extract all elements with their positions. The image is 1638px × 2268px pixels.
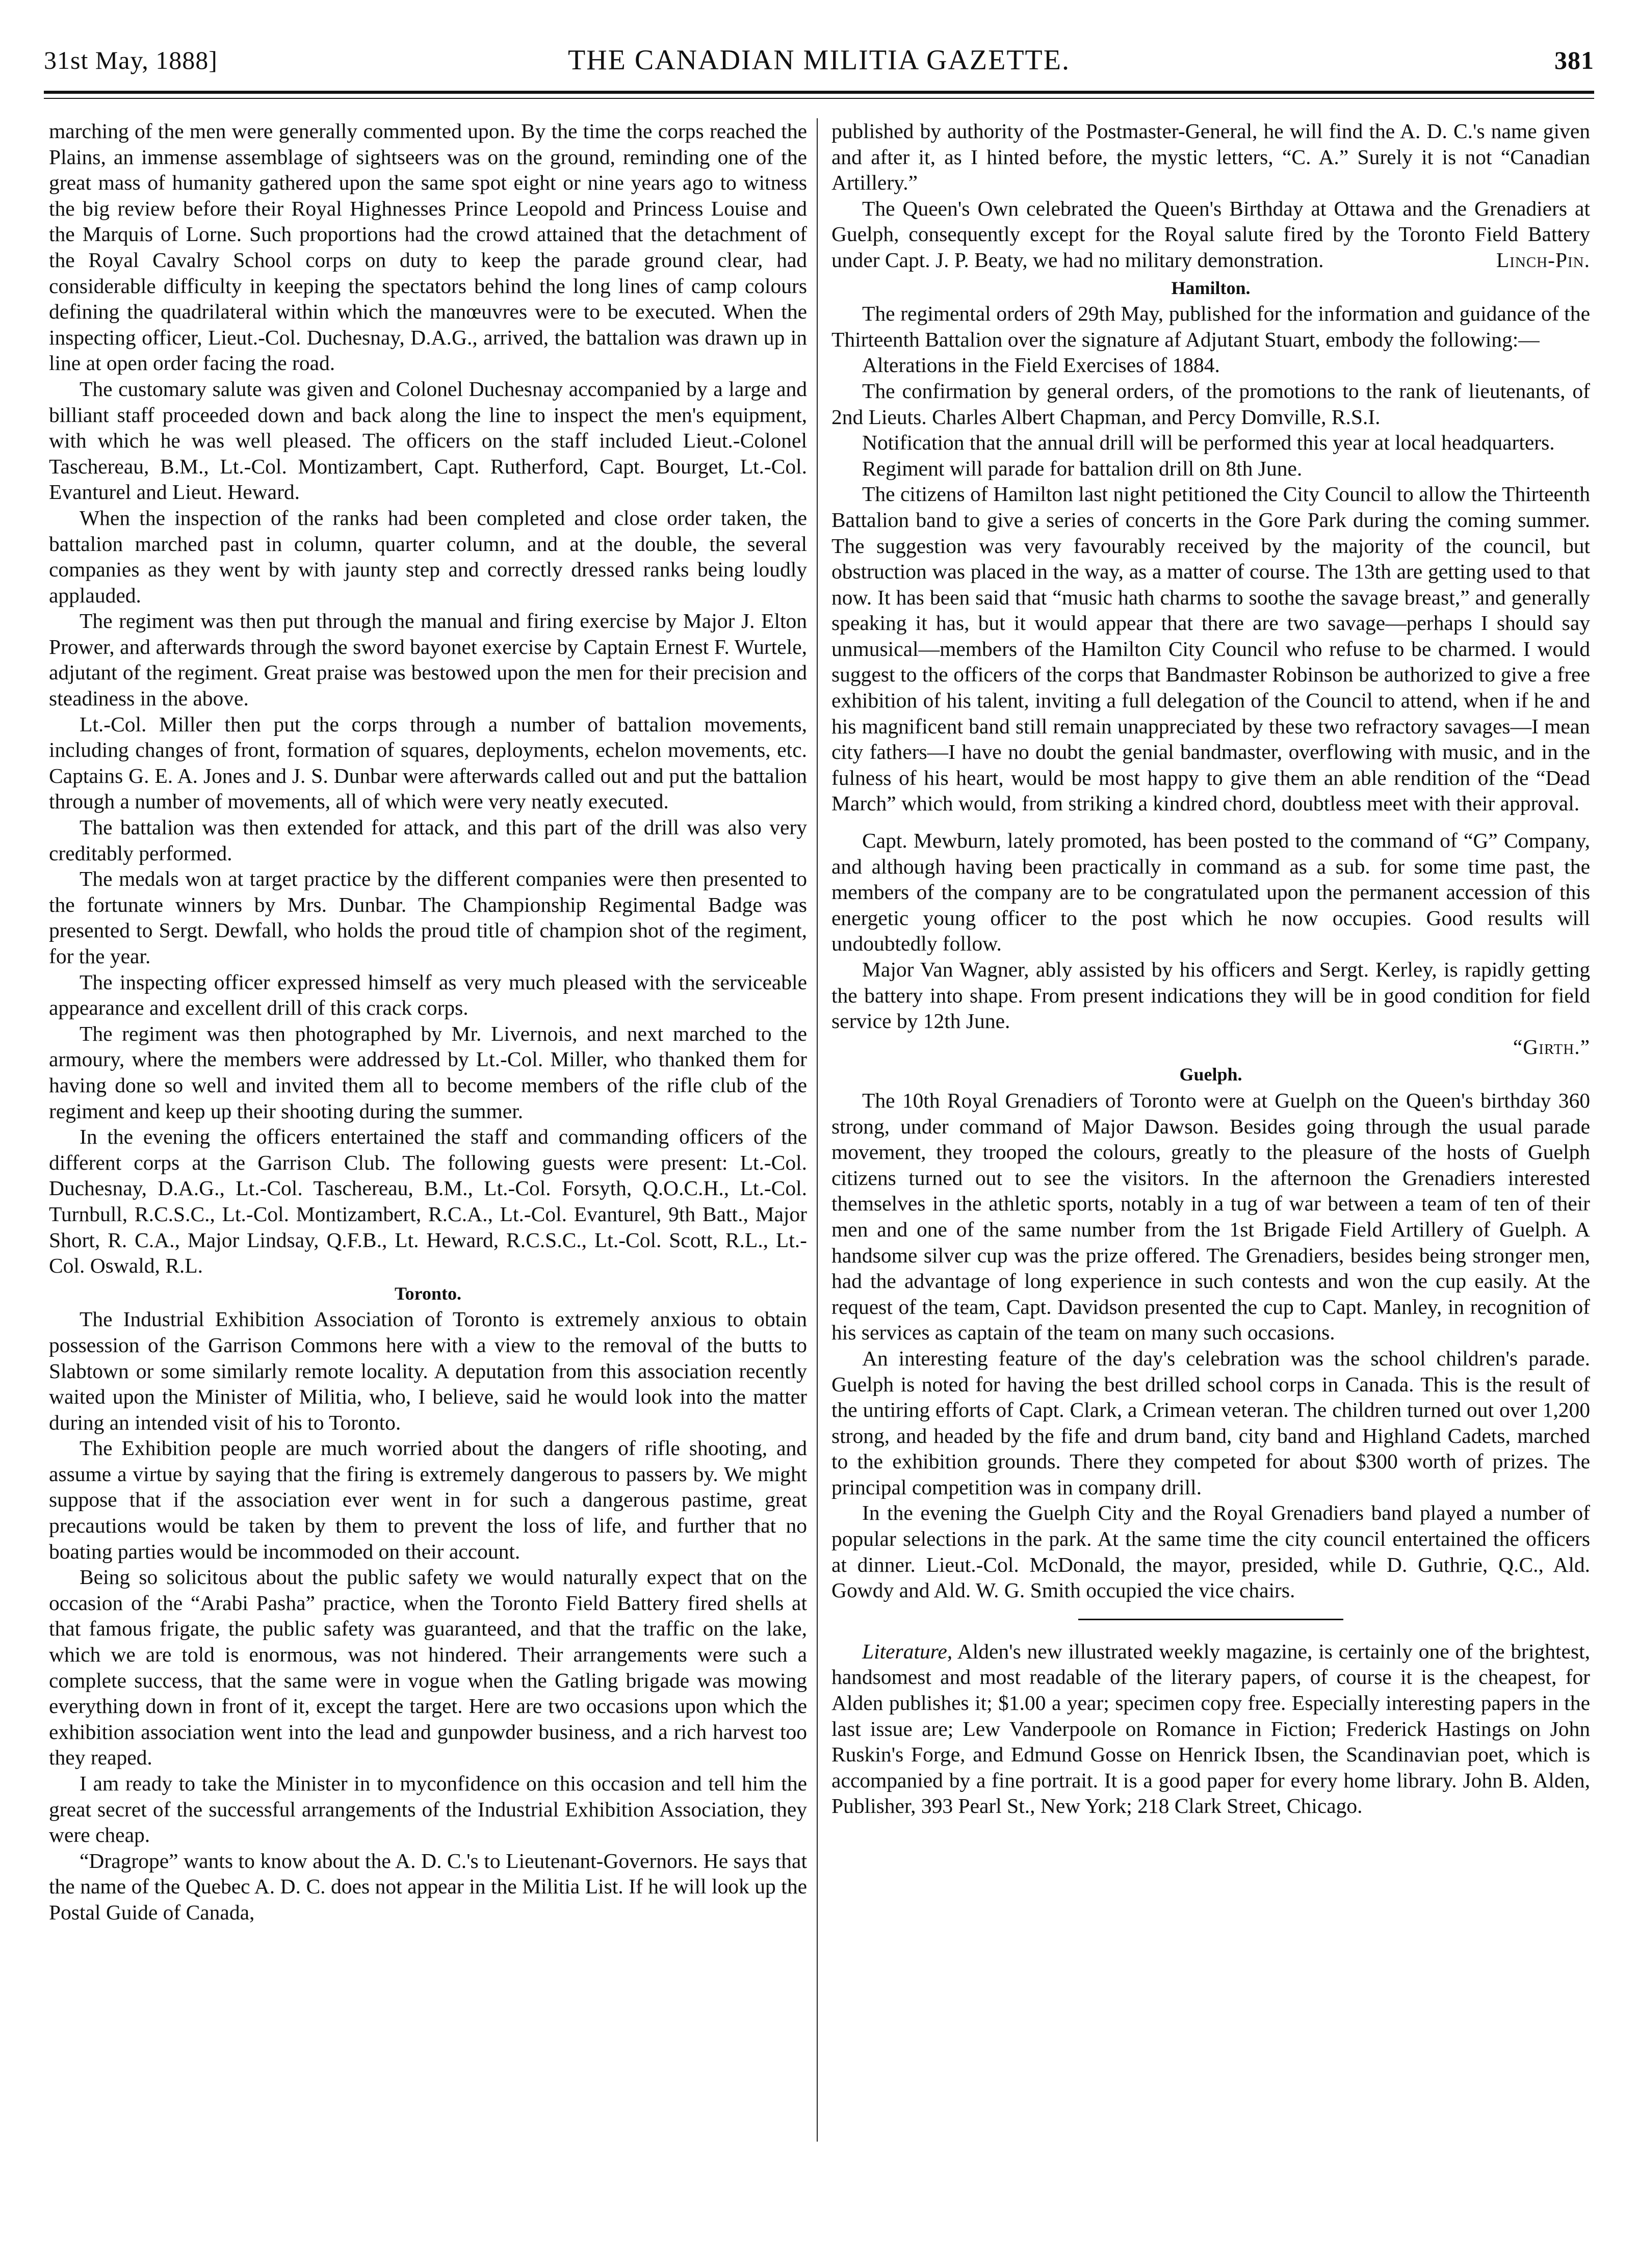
section-separator [1078, 1619, 1343, 1620]
paragraph: Lt.-Col. Miller then put the corps through a number of battalion movements, including changes of front, formation of squares, deployments, echelon movements, etc. Captains G. E. A. Jones and J. S. Dunbar were afterwards called out and put the battalion through a number of movements, all of which were very neatly executed. [49, 712, 807, 813]
section-heading-toronto: Toronto. [394, 1283, 462, 1304]
paragraph: The citizens of Hamilton last night petitioned the City Council to allow the Thirteenth Battalion band to give a series of concerts in the Gore Park during the coming summer. The suggestion was very favourably received by the majority of the council, but obstruction was placed in the way, as a matter of course. The 13th are getting used to that now. It has been said that “music hath charms to soothe the savage breast,” and generally speaking it has, but it would appear that there are two savage—perhaps I should say unmusical—members of the Hamilton City Council who refuse to be charmed. I would suggest to the officers of the corps that Bandmaster Robinson be authorized to give a free exhibition of his talent, inviting a full delegation of the Council to attend, when if he and his magnificent band still remain unappreciated by these two refractory savages—I mean city fathers—I have no doubt the genial bandmaster, overflowing with music, and in the fulness of his heart, would be most happy to give them an able rendition of the “Dead March” which would, from striking a kindred chord, doubtless meet with their approval. [831, 482, 1590, 815]
paragraph: The Exhibition people are much worried about the dangers of rifle shooting, and assume a virtue by saying that the firing is extremely dangerous to passers by. We might suppose that if the association ever went in for such a dangerous pastime, great precautions would be taken by them to prevent the loss of life, and further that no boating parties would be incommoded on their account. [49, 1436, 807, 1563]
paragraph: The Industrial Exhibition Association of Toronto is extremely anxious to obtain possession of the Garrison Commons here with a view to the removal of the butts to Slabtown or some similarly remote locality. A deputation from this association recently waited upon the Minister of Militia, who, I believe, said he would look into the matter during an intended visit of his to Toronto. [49, 1307, 807, 1434]
paragraph [831, 196, 1590, 273]
section-heading-hamilton: Hamilton. [1171, 277, 1251, 298]
right-column [831, 118, 1590, 1819]
running-head [44, 40, 1594, 81]
paragraph: The customary salute was given and Colonel Duchesnay accompanied by a large and billiant staff proceeded down and back along the line to inspect the men's equipment, with which he was well pleased. The officers on the staff included Lieut.-Colonel Taschereau, B.M., Lt.-Col. Montizambert, Capt. Rutherford, Capt. Bourget, Lt.-Col. Evanturel and Lieut. Heward. [49, 377, 807, 504]
paragraph: The battalion was then extended for attack, and this part of the drill was also very creditably performed. [49, 815, 807, 865]
paragraph: Major Van Wagner, ably assisted by his officers and Sergt. Kerley, is rapidly getting the battery into shape. From present indications they will be in good condition for field service by 12th June. [831, 958, 1590, 1033]
section-heading-guelph: Guelph. [1179, 1064, 1242, 1085]
signature-girth: “Girth.” [1513, 1035, 1590, 1059]
paragraph: Alterations in the Field Exercises of 1884. [862, 353, 1220, 377]
column-divider [817, 118, 818, 2142]
paragraph: The regimental orders of 29th May, published for the information and guidance of the Thirteenth Battalion over the signature af Adjutant Stuart, embody the following:— [831, 302, 1590, 351]
paragraph: The medals won at target practice by the different companies were then presented to the fortunate winners by Mrs. Dunbar. The Championship Regimental Badge was presented to Sergt. Dewfall, who holds the proud title of champion shot of the regiment, for the year. [49, 867, 807, 968]
paragraph: The regiment was then put through the manual and firing exercise by Major J. Elton Prower, and afterwards through the sword bayonet exercise by Captain Ernest F. Wurtele, adjutant of the regiment. Great praise was bestowed upon the men for their precision and steadiness in the above. [49, 609, 807, 710]
header-rule [44, 91, 1594, 94]
paragraph: marching of the men were generally commented upon. By the time the corps reached the Plains, an immense assemblage of sightseers was on the ground, reminding one of the great mass of humanity gathered upon the same spot eight or nine years ago to witness the big review before their Royal Highnesses Prince Leopold and Princess Louise and the Marquis of Lorne. Such proportions had the crowd attained that the detachment of the Royal Cavalry School corps on duty to keep the parade ground clear, had considerable difficulty in keeping the spectators behind the long lines of camp colours defining the quadrilateral within which the manœuvres were to be executed. When the inspecting officer, Lieut.-Col. Duchesnay, D.A.G., arrived, the battalion was drawn up in line at open order facing the road. [49, 119, 807, 375]
paragraph-text: The Queen's Own celebrated the Queen's Birthday at Ottawa and the Grenadiers at Guelph, consequently except for the Royal salute fired by the Toronto Field Battery under Capt. J. P. Beaty, we had no military demonstration. [831, 196, 1590, 272]
header-rule-thin [44, 98, 1594, 99]
literature-body: Alden's new illustrated weekly magazine, is certainly one of the brightest, handsomest and most readable of the literary papers, of course it is the cheapest, for Alden publishes it; $1.00 a year; specimen copy free. Especially interesting papers in the last issue are; Lew Vanderpoole on Romance in Fiction; Frederick Hastings on John Ruskin's Forge, and Edmund Gosse on Henrick Ibsen, the Scandinavian poet, which is accompanied by a fine portrait. It is a good paper for every home library. John B. Alden, Publisher, 393 Pearl St., New York; 218 Clark Street, Chicago. [831, 1639, 1590, 1818]
paragraph: Capt. Mewburn, lately promoted, has been posted to the command of “G” Company, and although having been practically in command as a sub. for some time past, the members of the company are to be congratulated upon the permanent accession of this energetic young officer to the post which he now occupies. Good results will undoubtedly follow. [831, 829, 1590, 956]
paragraph: Regiment will parade for battalion drill on 8th June. [862, 456, 1303, 480]
paragraph: The inspecting officer expressed himself as very much pleased with the serviceable appearance and excellent drill of this crack corps. [49, 970, 807, 1020]
paragraph: An interesting feature of the day's celebration was the school children's parade. Guelph is noted for having the best drilled school corps in Canada. This is the result of the untiring efforts of Capt. Clark, a Crimean veteran. The children turned out over 1,200 strong, and headed by the fife and drum band, city band and Highland Cadets, marched to the exhibition grounds. There they competed for about $300 worth of prizes. The principal competition was in company drill. [831, 1346, 1590, 1499]
literature-notice [831, 1639, 1590, 1819]
literature-title: Literature, [862, 1639, 953, 1663]
paragraph: The regiment was then photographed by Mr. Livernois, and next marched to the armoury, where the members were addressed by Lt.-Col. Miller, who thanked them for having done so well and invited them all to become members of the rifle club of the regiment and keep up their shooting during the summer. [49, 1021, 807, 1123]
left-column [49, 118, 807, 1926]
paragraph: When the inspection of the ranks had been completed and close order taken, the battalion marched past in column, quarter column, and at the double, the several companies as they went by with jaunty step and correctly dressed ranks being loudly applauded. [49, 506, 807, 607]
paragraph: Being so solicitous about the public safety we would naturally expect that on the occasion of the “Arabi Pasha” practice, when the Toronto Field Battery fired shells at that famous frigate, the public safety was guaranteed, and that the traffic on the lake, which we are told is enormous, was not hindered. Their arrangements were such a complete success, that the same were in vogue when the Gatling brigade was mowing everything down in front of it, except the target. Here are two occasions upon which the exhibition association went into the lead and gunpowder business, and a rich harvest too they reaped. [49, 1565, 807, 1770]
issue-date: 31st May, 1888] [44, 46, 218, 74]
paragraph: I am ready to take the Minister in to myconfidence on this occasion and tell him the great secret of the successful arrangements of the Industrial Exhibition Association, they were cheap. [49, 1772, 807, 1847]
page-number: 381 [1554, 46, 1594, 74]
paragraph: published by authority of the Postmaster-General, he will find the A. D. C.'s name given and after it, as I hinted before, the mystic letters, “C. A.” Surely it is not “Canadian Artillery.” [831, 119, 1590, 195]
paragraph: The confirmation by general orders, of the promotions to the rank of lieutenants, of 2nd Lieuts. Charles Albert Chapman, and Percy Domville, R.S.I. [831, 379, 1590, 429]
paragraph: In the evening the Guelph City and the Royal Grenadiers band played a number of popular selections in the park. At the same time the city council entertained the officers at dinner. Lieut.-Col. McDonald, the mayor, presided, while D. Guthrie, Q.C., Ald. Gowdy and Ald. W. G. Smith occupied the vice chairs. [831, 1501, 1590, 1602]
paragraph: In the evening the officers entertained the staff and commanding officers of the different corps at the Garrison Club. The following guests were present: Lt.-Col. Duchesnay, D.A.G., Lt.-Col. Taschereau, B.M., Lt.-Col. Forsyth, Q.O.C.H., Lt.-Col. Turnbull, R.C.S.C., Lt.-Col. Montizambert, R.C.A., Lt.-Col. Evanturel, 9th Batt., Major Short, R. C.A., Major Lindsay, Q.F.B., Lt. Heward, R.C.S.C., Lt.-Col. Scott, R.L., Lt.-Col. Oswald, R.L. [49, 1125, 807, 1278]
paragraph: “Dragrope” wants to know about the A. D. C.'s to Lieutenant-Governors. He says that the name of the Quebec A. D. C. does not appear in the Militia List. If he will look up the Postal Guide of Canada, [49, 1849, 807, 1924]
signature-linch-pin: Linch-Pin. [1496, 248, 1590, 272]
paragraph: The 10th Royal Grenadiers of Toronto were at Guelph on the Queen's birthday 360 strong, under command of Major Dawson. Besides going through the usual parade movement, they trooped the colours, greatly to the pleasure of the hosts of Guelph citizens turned out to see the visitors. In the afternoon the Grenadiers interested themselves in the athletic sports, notably in a tug of war between a team of ten of their men and one of the same number from the 1st Brigade Field Artillery of Guelph. A handsome silver cup was the prize offered. The Grenadiers, besides being stronger men, had the advantage of long experience in such contests and won the cup easily. At the request of the team, Capt. Davidson presented the cup to Capt. Manley, in recognition of his services as captain of the team on many such occasions. [831, 1088, 1590, 1344]
gazette-title: THE CANADIAN MILITIA GAZETTE. [568, 44, 1070, 76]
paragraph: Notification that the annual drill will be performed this year at local headquarters. [862, 431, 1555, 455]
